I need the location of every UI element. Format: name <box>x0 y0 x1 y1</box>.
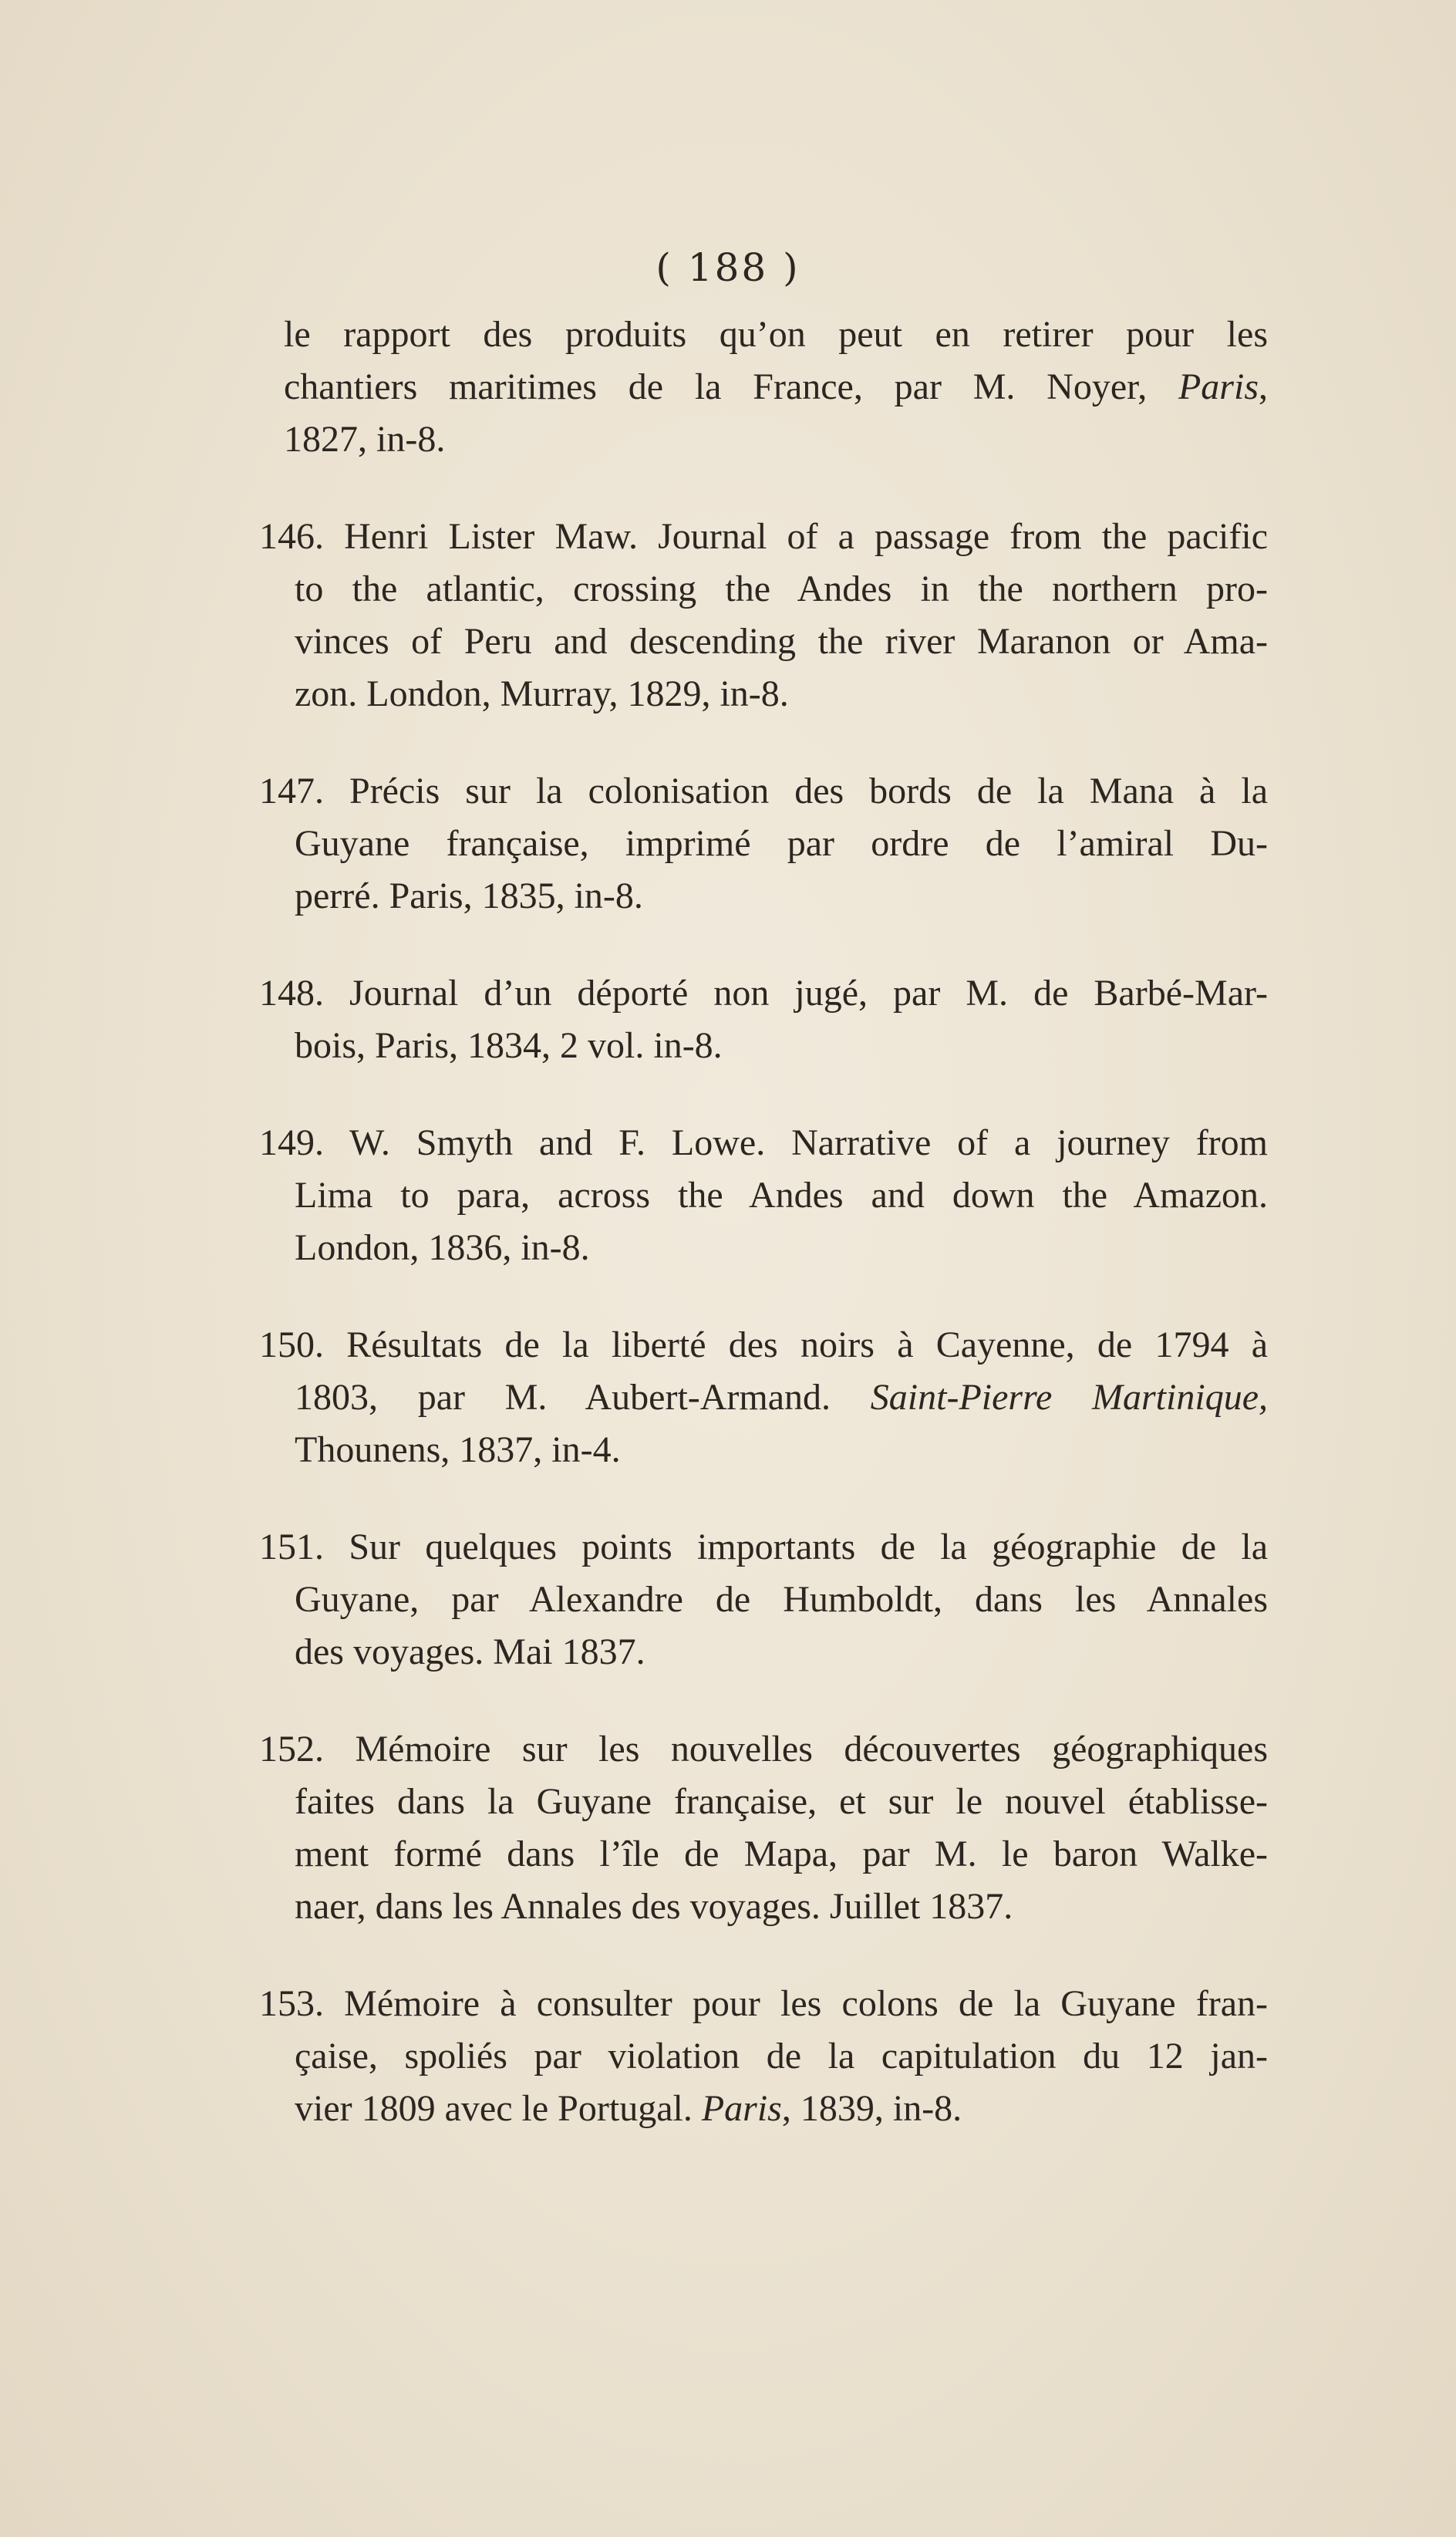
text-line: bois, Paris, 1834, 2 vol. in-8. <box>295 1025 723 1066</box>
text-line <box>284 2083 1268 2135</box>
text-segment: Résultats de la liberté des noirs à Cayenne, de 1794 à <box>324 1324 1268 1365</box>
text-line: Guyane, par Alexandre de Humboldt, dans les Annales <box>295 1579 1268 1620</box>
text-segment: chantiers maritimes de la France, par M. Noyer, <box>284 366 1178 407</box>
text-line: 1827, in-8. <box>284 419 446 460</box>
page-number: ( 188 ) <box>656 245 800 290</box>
entry-number: 153. <box>259 1983 324 2024</box>
text-segment: , 1839, in-8. <box>781 2088 962 2129</box>
text-segment: Henri Lister Maw. Journal of a passage from the pacific <box>324 516 1268 557</box>
text-line: çaise, spoliés par violation de la capitulation du 12 jan- <box>295 2036 1268 2076</box>
entry-number: 149. <box>259 1122 324 1163</box>
text-segment: Sur quelques points importants de la géographie de la <box>324 1527 1268 1567</box>
text-line <box>259 1978 1268 2030</box>
bibliography-entry <box>259 1521 1268 1678</box>
bibliography-entry <box>259 1978 1268 2135</box>
text-line: zon. London, Murray, 1829, in-8. <box>295 673 789 714</box>
text-line: ment formé dans l’île de Mapa, par M. le baron Walke- <box>295 1834 1268 1874</box>
bibliography-entry <box>259 765 1268 923</box>
entry-number: 146. <box>259 516 324 557</box>
text-line <box>259 1521 1268 1574</box>
text-segment: W. Smyth and F. Lowe. Narrative of a journey from <box>324 1122 1268 1163</box>
text-segment: vier 1809 avec le Portugal. <box>295 2088 702 2129</box>
italic-place: Paris <box>1178 366 1259 407</box>
text-line: le rapport des produits qu’on peut en retirer pour les <box>284 314 1268 355</box>
continuation-paragraph <box>284 309 1268 466</box>
text-segment: Mémoire à consulter pour les colons de la Guyane fran- <box>324 1983 1268 2024</box>
text-line: naer, dans les Annales des voyages. Juillet 1837. <box>295 1886 1013 1927</box>
text-line: perré. Paris, 1835, in-8. <box>295 875 643 916</box>
text-line: des voyages. Mai 1837. <box>295 1631 645 1672</box>
text-line: to the atlantic, crossing the Andes in the northern pro- <box>295 568 1268 609</box>
text-line: vinces of Peru and descending the river Maranon or Ama- <box>295 621 1268 662</box>
text-line: Lima to para, across the Andes and down the Amazon. <box>295 1175 1268 1216</box>
text-line <box>284 1371 1268 1424</box>
bibliography-entry <box>259 1117 1268 1274</box>
text-line <box>259 511 1268 563</box>
text-segment: , <box>1259 366 1268 407</box>
bibliography-text <box>259 309 1268 2180</box>
entry-number: 151. <box>259 1527 324 1567</box>
text-line <box>259 1723 1268 1776</box>
text-line <box>259 967 1268 1020</box>
entry-number: 150. <box>259 1324 324 1365</box>
bibliography-entry <box>259 1723 1268 1933</box>
text-segment: 1803, par M. Aubert-Armand. <box>295 1377 871 1418</box>
text-line <box>259 765 1268 818</box>
bibliography-entry <box>259 511 1268 720</box>
text-segment: Journal d’un déporté non jugé, par M. de Barbé-Mar- <box>324 973 1268 1014</box>
bibliography-entry <box>259 967 1268 1072</box>
bibliography-entry <box>259 1319 1268 1476</box>
entry-number: 148. <box>259 973 324 1014</box>
text-line: London, 1836, in-8. <box>295 1227 590 1268</box>
entry-number: 152. <box>259 1729 324 1769</box>
text-line: Guyane française, imprimé par ordre de l’amiral Du- <box>295 823 1268 864</box>
italic-place: Paris <box>701 2088 782 2129</box>
text-segment: Mémoire sur les nouvelles découvertes géographiques <box>324 1729 1268 1769</box>
italic-place: Saint-Pierre Martinique, <box>870 1377 1268 1418</box>
text-line: faites dans la Guyane française, et sur le nouvel établisse- <box>295 1781 1268 1822</box>
text-line <box>284 361 1268 413</box>
entry-number: 147. <box>259 771 324 811</box>
text-line <box>259 1319 1268 1371</box>
text-line <box>259 1117 1268 1169</box>
text-segment: Précis sur la colonisation des bords de la Mana à la <box>324 771 1268 811</box>
text-line: Thounens, 1837, in-4. <box>295 1429 621 1470</box>
